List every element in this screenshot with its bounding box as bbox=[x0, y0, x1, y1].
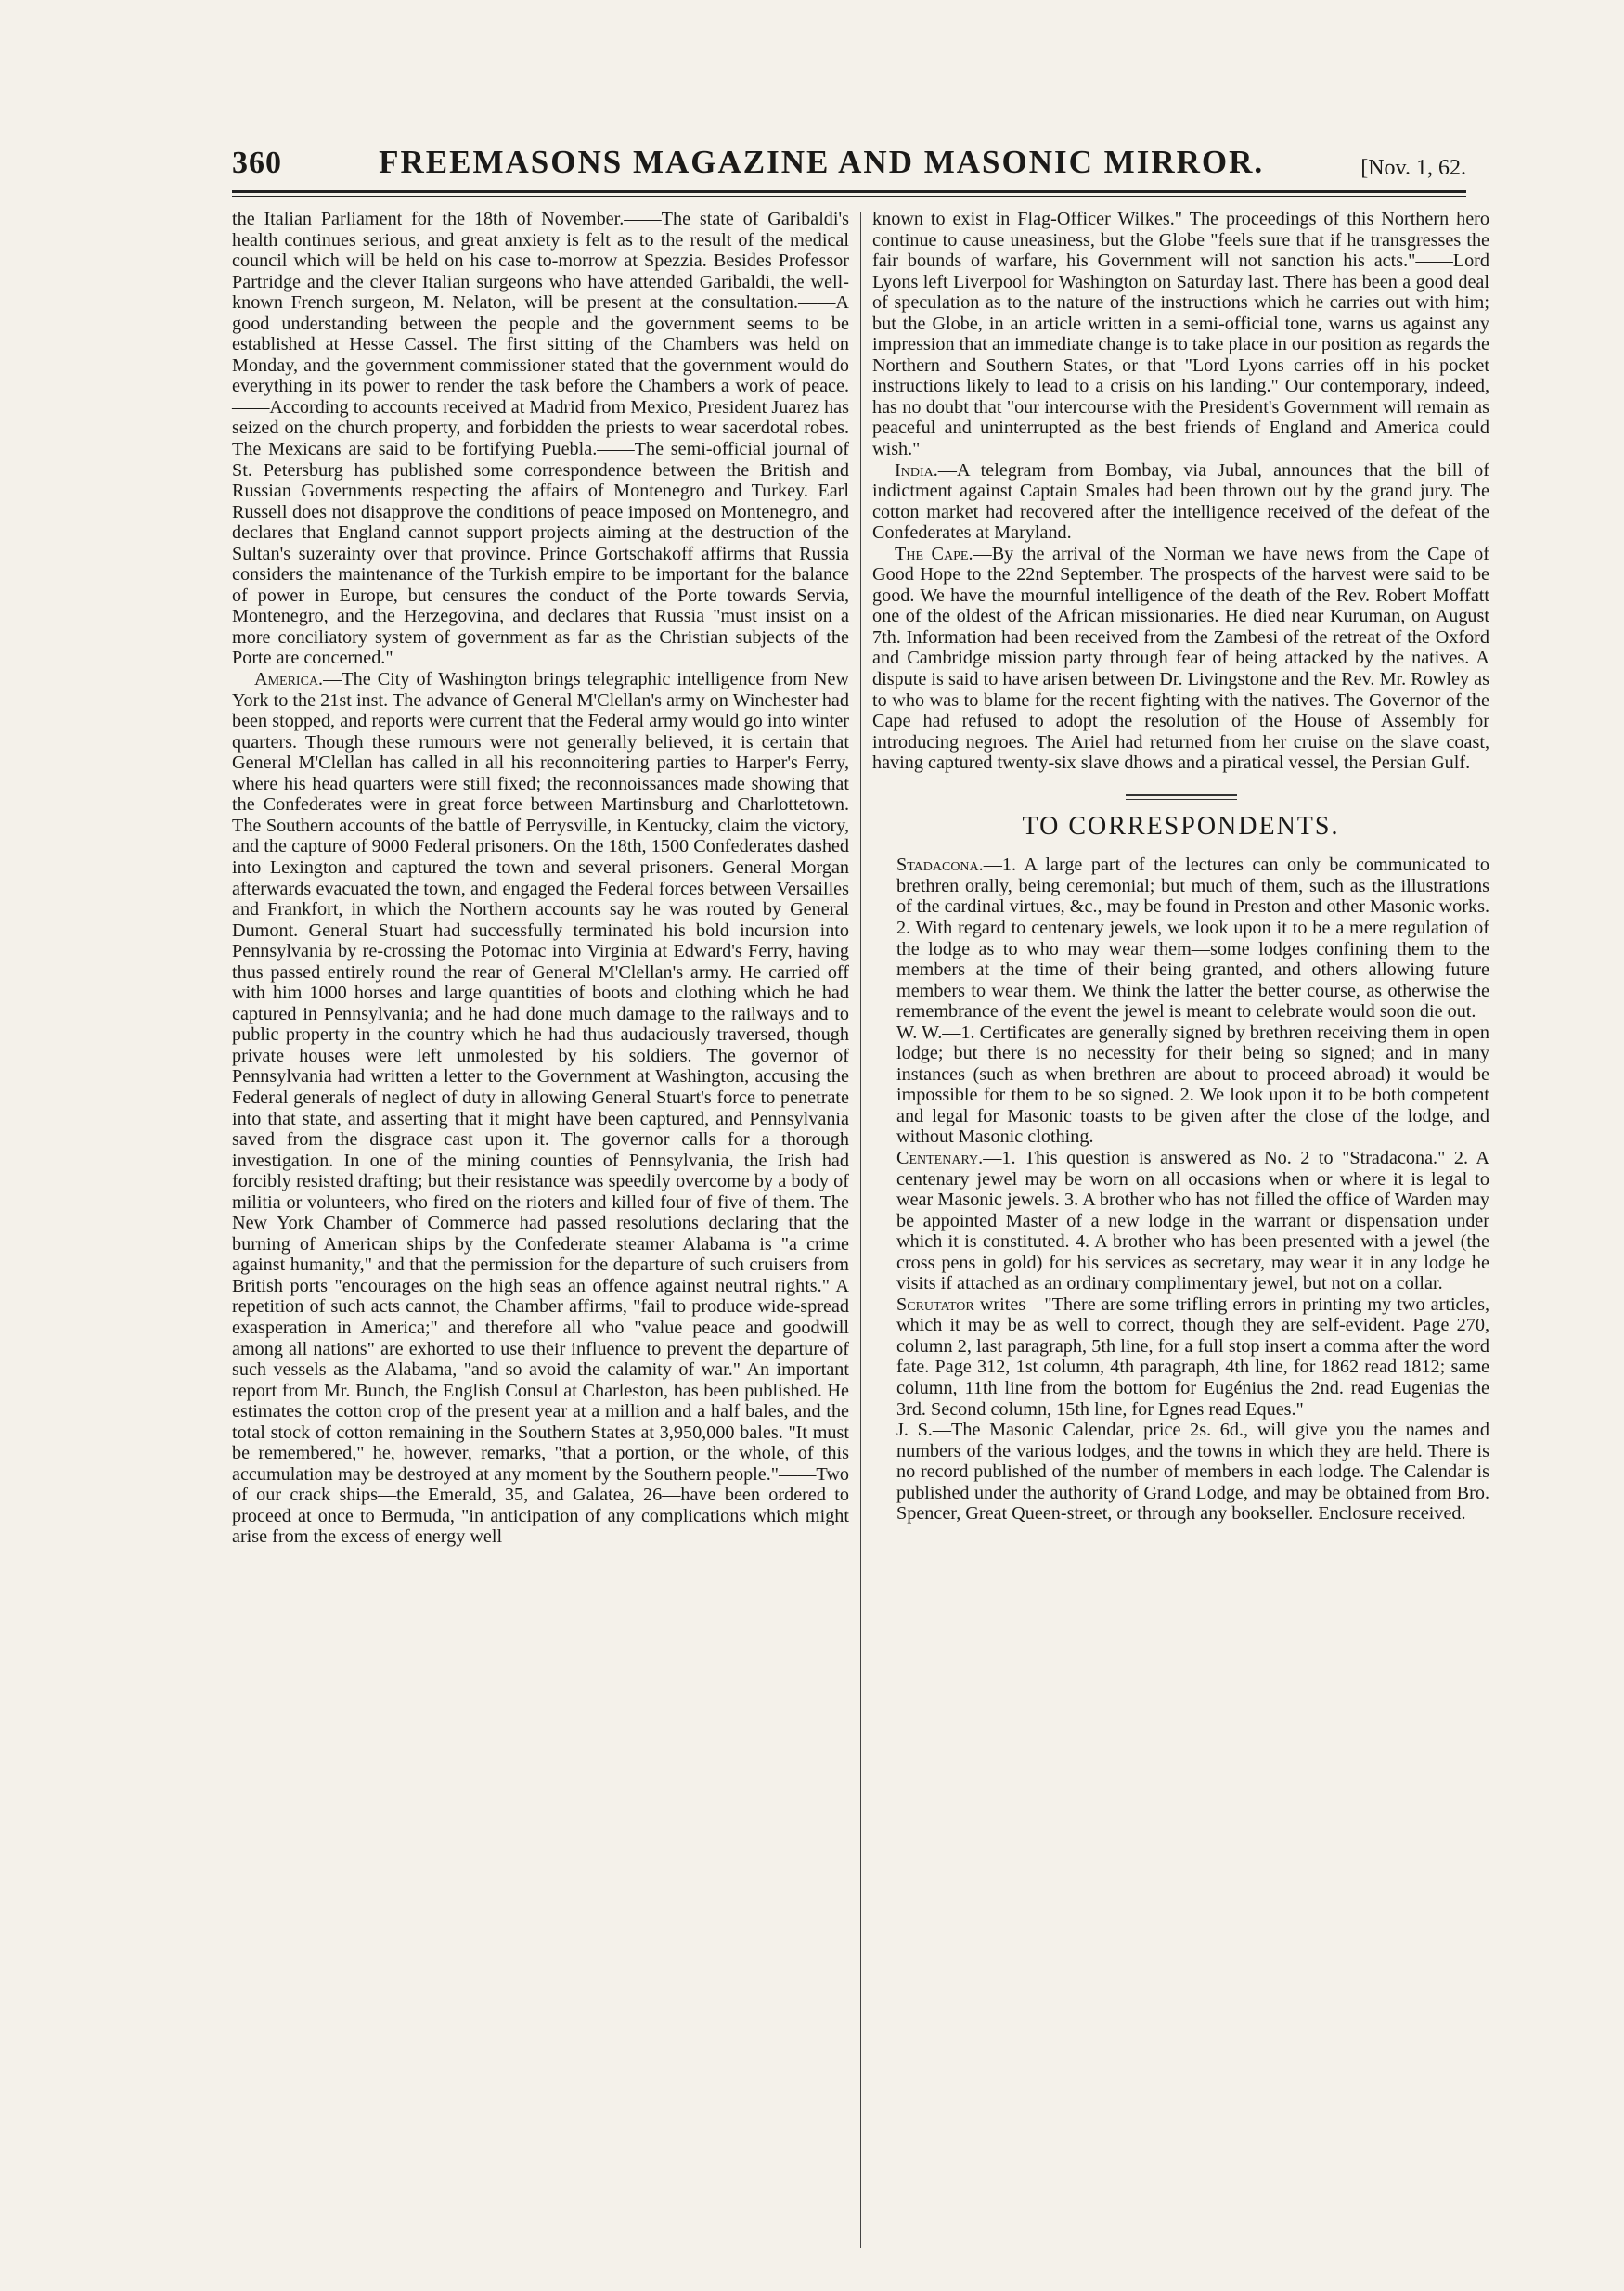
america-heading: America. bbox=[254, 669, 324, 690]
entry-text: —1. Certificates are generally signed by brethren receiving them in open lodge; but there is no necessity for their being so signed; and in many instances (such as when brethren are about to proceed abroad) it would be impossible for them to be so signed. 2. We look upon it to be both competent and legal for Masonic toasts to be given after the close of the lodge, and without Masonic clothing. bbox=[896, 1022, 1489, 1148]
page-header bbox=[232, 125, 1466, 181]
column-divider bbox=[860, 212, 861, 2248]
news-paragraph-continued: known to exist in Flag-Officer Wilkes." The proceedings of this Northern hero continue to cause uneasiness, but the Globe "feels sure that if he transgresses the fair bounds of warfare, his Government will not sanction his acts."——Lord Lyons left Liverpool for Washington on Saturday last. There has been a good deal of speculation as to the nature of the instructions which he carries out with him; but the Globe, in an article written in a semi-official tone, warns us against any impression that an immediate change is to take place in our position as regards the Northern and Southern States, or that "Lord Lyons carries off in his pocket instructions likely to lead to a crisis on his landing." Our contemporary, indeed, has no doubt that "our intercourse with the President's Government will remain as peaceful and uninterrupted as the best friends of England and America could wish." bbox=[872, 209, 1489, 460]
issue-date: [Nov. 1, 62. bbox=[1360, 156, 1466, 180]
news-paragraph-europe: the Italian Parliament for the 18th of November.——The state of Garibaldi's health continues serious, and great anxiety is felt as to the result of the medical council which will be held on his case to-morrow at Spezzia. Besides Professor Partridge and the clever Italian surgeons who have attended Garibaldi, the well-known French surgeon, M. Nelaton, will be present at the consultation.——A good understanding between the people and the government seems to be established at Hesse Cassel. The first sitting of the Chambers was held on Monday, and the government commissioner stated that the government would do everything in its power to render the task before the Chambers a work of peace.——According to accounts received at Madrid from Mexico, President Juarez has seized on the church property, and forbidden the priests to wear sacerdotal robes. The Mexicans are said to be fortifying Puebla.——The semi-official journal of St. Petersburg has published some correspondence between the British and Russian Governments respecting the affairs of Montenegro and Turkey. Earl Russell does not disapprove the conditions of peace imposed on Montenegro, and declares that England cannot support projects aiming at the destruction of the Sultan's suzerainty over that province. Prince Gortschakoff affirms that Russia considers the maintenance of the Turkish empire to be important for the balance of power in Europe, but censures the conduct of the Porte towards Servia, Montenegro, and the Herzegovina, and declares that Russia "must insist on a more conciliatory system of government as far as the Christian subjects of the Porte are concerned." bbox=[232, 209, 849, 669]
correspondent-entry bbox=[872, 1023, 1489, 1148]
entry-key: Centenary. bbox=[896, 1147, 984, 1168]
india-heading: India. bbox=[895, 459, 938, 481]
correspondent-entry bbox=[872, 1148, 1489, 1294]
india-text: —A telegram from Bombay, via Jubal, announces that the bill of indictment against Captain Smales had been thrown out by the grand jury. The cotton market had recovered after the intelligence received of the defeat of the Confederates at Maryland. bbox=[872, 459, 1489, 544]
entry-text: —The Masonic Calendar, price 2s. 6d., will give you the names and numbers of the various lodges, and the towns in which they are held. There is no record published of the number of members in each lodge. The Calendar is published under the authority of Grand Lodge, and may be obtained from Bro. Spencer, Great Queen-street, or through any bookseller. Enclosure received. bbox=[896, 1420, 1489, 1525]
cape-text: —By the arrival of the Norman we have news from the Cape of Good Hope to the 22nd September. The prospects of the harvest were said to be good. We have the mournful intelligence of the death of the Rev. Robert Moffatt one of the oldest of the African missionaries. He died near Kuruman, on August 7th. Information had been received from the Zambesi of the retreat of the Oxford and Cambridge mission party through fear of being attacked by the natives. A dispute is said to have arisen between Dr. Livingstone and the Rev. Mr. Rowley as to who was to blame for the recent fighting with the natives. The Governor of the Cape had refused to adopt the resolution of the House of Assembly for introducing negroes. The Ariel had returned from her cruise on the slave coast, having captured twenty-six slave dhows and a piratical vessel, the Persian Gulf. bbox=[872, 543, 1489, 774]
header-rule-thin bbox=[232, 196, 1466, 197]
entry-key: W. W. bbox=[896, 1022, 943, 1043]
correspondents-title: TO CORRESPONDENTS. bbox=[1022, 811, 1340, 841]
section-ornament bbox=[1126, 794, 1237, 800]
entry-key: J. S. bbox=[896, 1420, 933, 1441]
page-number: 360 bbox=[232, 146, 282, 180]
entry-key: Stadacona. bbox=[896, 855, 984, 876]
news-paragraph-cape bbox=[872, 544, 1489, 774]
correspondent-entry bbox=[872, 1420, 1489, 1525]
news-paragraph-india bbox=[872, 460, 1489, 544]
left-column bbox=[232, 209, 849, 1548]
entry-key: Scrutator bbox=[896, 1294, 974, 1315]
correspondent-entry bbox=[872, 1294, 1489, 1420]
cape-heading: The Cape. bbox=[895, 543, 973, 564]
entry-text: —1. A large part of the lectures can only be communicated to brethren orally, being ceremonial; but much of them, such as the illustrations of the cardinal virtues, &c., may be found in Preston and other Masonic works. 2. With regard to centenary jewels, we look upon it to be a mere regulation of the lodge as to who may wear them—some lodges confining them to the members at the time of their being granted, and others allowing future members to wear them. We think the latter the better course, as otherwise the remembrance of the event the jewel is meant to celebrate would soon die out. bbox=[896, 855, 1489, 1023]
america-text: —The City of Washington brings telegraphic intelligence from New York to the 21st inst. The advance of General M'Clellan's army on Winchester had been stopped, and reports were current that the Federal army would go into winter quarters. Though these rumours were not generally believed, it is certain that General M'Clellan has called in all his reconnoitering parties to Harper's Ferry, where his head quarters were still fixed; the reconnoissances made showing that the Confederates were in great force between Martinsburg and Charlottetown. The Southern accounts of the battle of Perrysville, in Kentucky, claim the victory, and the capture of 9000 Federal prisoners. On the 18th, 1500 Confederates dashed into Lexington and captured the town and several prisoners. General Morgan afterwards evacuated the town, and engaged the Federal forces between Versailles and Frankfort, in which the Northern accounts say he was routed by General Dumont. General Stuart had successfully terminated his bold incursion into Pennsylvania by re-crossing the Potomac into Virginia at Edward's Ferry, having thus passed entirely round the rear of General M'Clellan's army. He carried off with him 1000 horses and large quantities of boots and clothing which he had captured in Pennsylvania; and he had done much damage to the railways and to public property in the country which he had thus audaciously traversed, though private houses were left unmolested by his soldiers. The governor of Pennsylvania had written a letter to the Government at Washington, accusing the Federal generals of neglect of duty in allowing General Stuart's force to penetrate into that state, and asserting that it might have been captured, and Pennsylvania saved from the disgrace cast upon it. The governor calls for a thorough investigation. In one of the mining counties of Pennsylvania, the Irish had forcibly resisted drafting; but their resistance was speedily overcome by a body of militia or volunteers, who fired on the rioters and killed four of five of them. The New York Chamber of Commerce had passed resolutions declaring that the burning of American ships by the Confederate steamer Alabama is "a crime against humanity," and that the permission for the departure of such cruisers from British ports "encourages on the high seas an offence against neutral rights." A repetition of such acts cannot, the Chamber affirms, "fail to produce wide-spread exasperation in America;" and therefore all who "value peace and goodwill among all nations" are exhorted to use their influence to prevent the departure of such vessels as the Alabama, "and so avoid the calamity of war." An important report from Mr. Bunch, the English Consul at Charleston, has been published. He estimates the cotton crop of the present year at a million and a half bales, and the total stock of cotton remaining in the Southern States at 3,950,000 bales. "It must be remembered," he, however, remarks, "that a portion, or the whole, of this accumulation may be destroyed at any moment by the Southern people."——Two of our crack ships—the Emerald, 35, and Galatea, 26—have been ordered to proceed at once to Bermuda, "in anticipation of any complications which might arise from the excess of energy well bbox=[232, 669, 849, 1548]
masthead-title: FREEMASONS MAGAZINE AND MASONIC MIRROR. bbox=[379, 144, 1265, 180]
entry-text: —1. This question is answered as No. 2 to "Stradacona." 2. A centenary jewel may be worn on all occasions when or where it is legal to wear Masonic jewels. 3. A brother who has not filled the office of Warden may be appointed Master of a new lodge in the warrant or dispensation under which it is constituted. 4. A brother who has been presented with a jewel (the cross pens in gold) for his services as secretary, may wear it in any lodge he visits if attached as an ordinary complimentary jewel, but not on a collar. bbox=[896, 1147, 1489, 1294]
entry-text: writes—"There are some trifling errors in printing my two articles, which it may be as well to correct, though they are self-evident. Page 270, column 2, last paragraph, 5th line, for a full stop insert a comma after the word fate. Page 312, 1st column, 4th paragraph, 4th line, for 1862 read 1812; same column, 11th line from the bottom for Eugénius the 2nd. read Eugenias the 3rd. Second column, 15th line, for Egnes read Eques." bbox=[896, 1294, 1489, 1420]
correspondent-entry bbox=[872, 855, 1489, 1022]
right-column bbox=[872, 209, 1489, 1525]
news-paragraph-america bbox=[232, 669, 849, 1548]
header-rule-thick bbox=[232, 190, 1466, 193]
